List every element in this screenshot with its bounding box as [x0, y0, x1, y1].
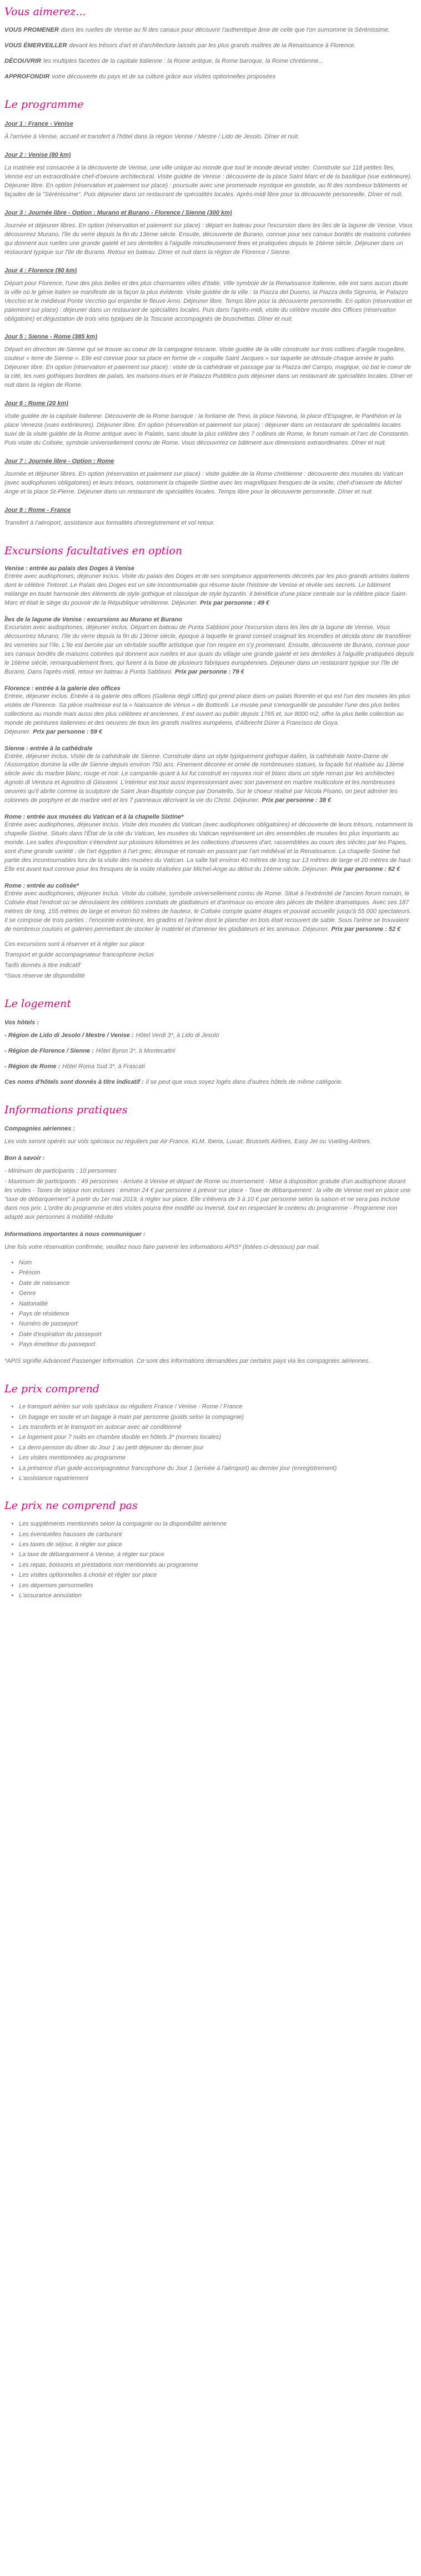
day-heading: Jour 2 : Venise (80 km) [4, 152, 71, 159]
subheading: Compagnies aériennes : [4, 1125, 76, 1132]
lead-label: - Région de Rome : [4, 1063, 61, 1070]
lead-body-text: dans les ruelles de Venise au fil des canaux pour découvrir l'authentique âme de celle que l'on surnomme la Sérénissime. [61, 26, 390, 33]
lead-paragraph [4, 1047, 414, 1056]
list-item: • Genre [19, 1289, 414, 1298]
list-item: • Les dépenses personnelles [19, 1582, 414, 1590]
lead-label: VOUS PROMENER [4, 26, 59, 33]
note-line: - Minimum de participants : 10 personnes [4, 1168, 117, 1175]
excursion-title: Venise : entrée au palais des Doges à Venise [4, 565, 134, 572]
note-line: Tarifs donnés à titre indicatif [4, 962, 81, 969]
excursion-description [4, 692, 414, 737]
paragraph: - Maximum de participants : 49 personnes - Arrivée à Venise et départ de Rome ou inversement - Mise à disposition gratuite d'un audiophone durant les visites - Taxes de séjour non incluses : environ 24 € par personne à prévoir sur place - Taxe de débarquement : la ville de Venise met en place une "taxe de débarquement" à partir du 1er mai 2019, à régler sur place. Elle s'élèvera de 3 à 10 € par personne selon la saison et ne sera pas incluse dans nos prix. L'ordre du programme et des visites pourra être modifié ou inversé, tout en respectant le contenu du programme - Programme non adapté aux personnes à mobilité réduite [4, 1178, 411, 1221]
excursion-title: Sienne : entrée à la cathédrale [4, 745, 93, 752]
lead-label: Ces noms d'hôtels sont donnés à titre indicatif : [4, 1078, 144, 1085]
paragraph: Les vols seront opérés sur vols spéciaux ou réguliers par Air France, KLM, Iberia, Luxair, Brussels Airlines, Easy Jet ou Vueling Airlines. [4, 1138, 372, 1145]
subheading: Informations importantes à nous communiquer : [4, 1231, 146, 1238]
day-heading: Jour 8 : Rome - France [4, 506, 71, 514]
list-item: • Les visites mentionnées au programme [19, 1454, 414, 1462]
excursion-title: Rome : entrée au colisée* [4, 882, 79, 889]
list-item: • Nom [19, 1259, 414, 1267]
excursion-text: Entrée avec audiophones, déjeuner inclus. Visite du palais des Doges et de ses somptueux appartements décorés par les plus grands artistes italiens dont le célèbre Tintoret. Le Palais des Doges est un site incontournable qui résume toute l'histoire de Venise et révèle ses secrets. Le bâtiment mélange en toute harmonie des éléments de style gothique et classique de style byzantin. Il bénéficie d'une place centrale sur la célèbre place Saint-Marc et était le siège du pouvoir de la République vénitienne. Déjeuner. [4, 573, 410, 607]
list-item: • Pays de résidence [19, 1310, 414, 1318]
excursion-title: Florence : entrée à la galerie des offices [4, 685, 121, 692]
paragraph: Transfert à l'aéroport, assistance aux formalités d'enregistrement et vol retour. [4, 519, 215, 526]
lead-paragraph [4, 42, 414, 51]
paragraph: Journée et déjeuner libres. En option (réservation et paiement sur place) : visite guidée de la Rome chrétienne : découverte des musées du Vatican (avec audiophones obligatoires) et leurs trésors, notamment la chapelle Sixtine avec les magnifiques fresques de la voûte, chef-d'oeuvre de Michel Ange et la place St-Pierre. Déjeuner dans un restaurant de spécialités locales. Temps libre pour la découverte personnelle. Dîner et nuit. [4, 470, 403, 495]
excursion-price: Prix par personne : 79 € [174, 668, 244, 675]
section-title: Le programme [4, 98, 84, 111]
excursion-price: Prix par personne : 49 € [200, 600, 269, 607]
excursion-title: Îles de la lagune de Venise : excursions au Murano et Burano [4, 616, 182, 624]
list-item: • Les visites optionnelles à choisir et régler sur place [19, 1571, 414, 1580]
excursion-text: Entrée, déjeuner inclus. Visite de la cathédrale de Sienne. Construite dans un style typiquement gothique italien, la cathédrale Notre-Dame de l'Assomption domine la ville de Sienne depuis environ 750 ans. Finement décorée et ornée de nombreuses statues, la façade fut réalisée au 13ème siècle avec du marbre blanc, rouge et noir. Le campanile quant à lui fut construit en rayures noir et blanc dans un style roman par les architectes Agnolo di Ventura et Agostino di Giovanni. L'intérieur est tout aussi impressionnant avec son pavement en marbre multicolore et les nombreuses oeuvres qu'il abrite comme la sculpture de Saint Jean-Baptiste conçue par Donatello. Sur le choeur réalisé par Nicola Pisano, on peut admirer les colonnes de porphyre et de marbre vert et les 7 panneaux décrivant la vie du Christ. Déjeuner. [4, 753, 404, 804]
list-item: • Prénom [19, 1269, 414, 1277]
lead-paragraph [4, 1032, 414, 1040]
lead-body-text: les multiples facettes de la capitale italienne : la Rome antique, la Rome baroque, la Rome chrétienne... [43, 57, 324, 64]
list-item: • Pays émetteur du passeport [19, 1341, 414, 1349]
excursion-description [4, 572, 414, 608]
note-line: *Sous réserve de disponibilité [4, 973, 85, 980]
subheading: Bon à savoir : [4, 1155, 45, 1162]
paragraph: Une fois votre réservation confirmée, veuillez nous faire parvenir les informations APIS* (listées ci-dessous) par mail. [4, 1244, 320, 1251]
excursion-text: Entrée avec audiophones, déjeuner inclus. Visite du colisée, symbole universellement connu de Rome. Situé à l'extrémité de l'ancien forum romain, le Colisée était l'endroit où se déroulaient les célèbres combats de gladiateurs et d'animaux ou encore des pièces de théâtre dramatiques. Avec ses 187 mètres de long, 155 mètres de large et environ 50 mètres de hauteur, le Colisée compte quatre étages et pouvait accueillir jusqu'à 55 000 spectateurs. Il se compose de trois parties : l'enceinte extérieure, les gradins et l'arène dont le plancher en bois était recouvert de sable. Sous l'arène se trouvaient de nombreux couloirs et galeries permettant de stocker le matériel et d'amener les gladiateurs et les animaux. Déjeuner. [4, 890, 412, 933]
paragraph: Départ en direction de Sienne qui se trouve au coeur de la campagne toscane. Visite guidée de la ville construite sur trois collines d'argile rougeâtre, couleur « terre de Sienne ». Elle est connue pour sa place en forme de « coquille Saint Jacques » sur laquelle se déroule chaque année le palio. Déjeuner libre. En option (réservation et paiement sur place) : visite de la cathédrale et passage par la Piazza del Campo, magique, où bat le coeur de la cité, les rues gothiques bordées de palais, les maisons-tours et le Palazzo Pubblico puis déjeuner dans un restaurant de spécialités locales. Dîner et nuit dans la région de Rome. [4, 346, 412, 389]
day-heading: Jour 7 : Journée libre - Option : Rome [4, 457, 114, 465]
excursion-description [4, 821, 414, 874]
excursion-price: Prix par personne : 52 € [331, 925, 401, 933]
lead-body-text: il se peut que vous soyez logés dans d'autres hôtels de même catégorie. [146, 1078, 343, 1085]
day-heading: Jour 1 : France - Venise [4, 121, 73, 128]
section-title: Le prix comprend [4, 1382, 99, 1395]
lead-label: - Région de Florence / Sienne : [4, 1047, 94, 1054]
excursion-description [4, 890, 414, 934]
lead-label: - Région de Lido di Jesolo / Mestre / Venise : [4, 1032, 134, 1039]
lead-body-text: Hôtel Byron 3*, à Montecatini [96, 1047, 176, 1054]
paragraph: À l'arrivée à Venise, accueil et transfert à l'hôtel dans la région Venise / Mestre / Lido de Jesolo. Dîner et nuit. [4, 133, 300, 141]
lead-label: VOUS ÉMERVEILLER [4, 42, 67, 49]
list-item: • Les transferts et le transport en autocar avec air conditionné [19, 1423, 414, 1432]
list-item: • Les éventuelles hausses de carburant [19, 1531, 414, 1539]
excursion-price: Prix par personne : 62 € [330, 865, 400, 873]
paragraph: *APIS signifie Advanced Passenger Information. Ce sont des informations demandées par certains pays via les compagnies aériennes. [4, 1357, 370, 1364]
paragraph: Visite guidée de la capitale italienne. Découverte de la Rome baroque : la fontaine de Trevi, la place Navona, la place d'Espagne, le Panthéon et la place Venezia (vues extérieures). Déjeuner libre. En option (réservation et paiement sur place) : déjeuner dans un restaurant de spécialités locales suivi de la visite guidée de la Rome antique avec le Palatin, sans doute la plus célèbre des 7 collines de Rome, le forum romain et l'arc de Constantin. Puis visite du Colisée, symbole universellement connu de Rome. Vous découvrirez ce bâtiment aux dimensions extraordinaires. Dîner et nuit. [4, 413, 410, 446]
note-line: Transport et guide accompagnateur francophone inclus [4, 951, 154, 959]
section-title: Le logement [4, 998, 71, 1010]
excursion-price: Prix par personne : 59 € [33, 728, 103, 735]
lead-paragraph [4, 57, 414, 66]
lead-body-text: devant les trésors d'art et d'architecture laissés par les plus grands maîtres de la Renaissance à Florence. [69, 42, 356, 49]
lead-label: APPROFONDIR [4, 73, 50, 80]
list-item: • Nationalité [19, 1300, 414, 1308]
list-item: • Date de naissance [19, 1279, 414, 1288]
list-item: • Numéro de passeport [19, 1320, 414, 1328]
list-item: • L'assurance annulation [19, 1592, 414, 1600]
lead-body-text: Hôtel Verdi 3*, à Lido di Jesolo [136, 1032, 219, 1039]
day-heading: Jour 5 : Sienne - Rome (385 km) [4, 333, 97, 341]
price-excludes-list [4, 1520, 414, 1600]
list-item: • Date d'expiration du passeport [19, 1331, 414, 1339]
lead-paragraph [4, 1063, 414, 1072]
excursion-text: Entrée, déjeuner inclus. Entrée à la galerie des offices (Galleria degli Uffizi) qui prend place dans un palais florentin et qui est l'un des musées les plus visités de Florence. Sa pièce maîtresse est la « Naissance de Vénus » de Botticelli. Le musée peut s'enorgueillir de posséder l'une des plus belles collections au monde mais aussi des plus célèbres et anciennes. Il est ouvert au public depuis 1765 et, sur 8000 m2, offre la plus belle collection au monde de peintures italiennes et des oeuvres de tous les grands maîtres européens, d'Albrecht Dürer à Francisco de Goya. Déjeuner. [4, 692, 410, 735]
lead-paragraph [4, 26, 414, 35]
list-item: • Le logement pour 7 nuits en chambre double en hôtels 3* (normes locales) [19, 1433, 414, 1442]
section-title: Vous aimerez... [4, 6, 86, 18]
excursion-title: Rome : entrée aux musées du Vatican et à la chapelle Sixtine* [4, 814, 184, 821]
day-heading: Jour 4 : Florence (90 km) [4, 267, 77, 274]
excursion-text: Excursion avec audiophones, déjeuner inclus. Départ en bateau de Punta Sabbioni pour l'excursion dans les îles de la lagune de Venise. Vous découvrirez Murano, l'île du verre depuis la fin du 13ème siècle, époque à laquelle le grand conseil craignait les incendies et décida donc de transférer les verreries sur l'île. L'île est bercée par un véritable souffle artistique que l'on respire en s'y promenant. Ensuite, découverte de Burano, connue pour ses canaux bordés de maisons colorées qui donnent aux ruelles et aux quais du village une grande gaieté et ses dentelles à l'aiguille pratiquées depuis le 16ème siècle, remarquablement fines, qui furent à la base de plusieurs fabriques européennes. Déjeuner dans un restaurant typique sur l'île de Burano. Dans l'après-midi, retour en bateau à Punta Sabbioni. [4, 624, 414, 675]
list-item: • La taxe de débarquement à Venise, à régler sur place [19, 1551, 414, 1559]
subheading: Vos hôtels : [4, 1019, 39, 1026]
list-item: • L'assistance rapatriement [19, 1474, 414, 1483]
section-title: Le prix ne comprend pas [4, 1499, 138, 1512]
lead-label: DÉCOUVRIR [4, 57, 42, 64]
excursion-description [4, 753, 414, 806]
excursion-text: Entrée avec audiophones, déjeuner inclus. Visite des musées du Vatican (avec audiophones obligatoires) et découverte de leurs trésors, notamment la chapelle Sixtine. Situés dans l'État de la cité du Vatican, les musées du Vatican représentent un des ensembles de musées les plus importants au monde. Les salles d'exposition s'étendent sur plusieurs kilomètres et les collections d'oeuvres d'art, rassemblées au cours des siècles par les Papes, sont d'une grande variété : de l'art égyptien à l'art grec, étrusque et romain en passant par l'art médiéval et la Renaissance. La chapelle Sixtine fait partie des incontournables lors de la visite des musées du Vatican. La salle fait environ 40 mètres de long sur 13 mètres de large et 20 mètres de haut. Elle est avant tout connue pour les fresques de la voûte réalisées par Michel-Ange au début du 16ème siècle. Déjeuner. [4, 821, 413, 873]
list-item: • Les repas, boissons et prestations non mentionnés au programme [19, 1561, 414, 1569]
day-heading: Jour 6 : Rome (20 km) [4, 400, 68, 407]
lead-paragraph [4, 73, 414, 82]
list-item: • Les suppléments mentionnés selon la compagnie ou la disponibilité aérienne [19, 1520, 414, 1528]
list-item: • Un bagage en soute et un bagage à main par personne (poids selon la compagnie) [19, 1413, 414, 1422]
list-item: • La demi-pension du dîner du Jour 1 au petit déjeuner du dernier jour [19, 1444, 414, 1452]
paragraph: La matinée est consacrée à la découverte de Venise, une ville unique au monde que tout le monde devrait visiter. Construite sur 118 petites îles, Venise est un extraordinaire chef-d'oeuvre architectural. Visite guidée de Venise : découverte de la place Saint Marc et de la basilique (vue extérieure). Déjeuner libre. En option (réservation et paiement sur place) : poursuite avec une promenade mystique en gondole, au fil des nombreux bâtiments et façades de la "Sérénissime". Puis déjeuner dans un restaurant de spécialités locales. Après-midi libre pour la découverte personnelle. Dîner et nuit. [4, 165, 412, 198]
section-title: Excursions facultatives en option [4, 544, 183, 557]
apis-info-list [4, 1259, 414, 1349]
excursion-description [4, 624, 414, 677]
list-item: • La présence d'un guide-accompagnateur francophone du Jour 1 (arrivée à l'aéroport) au dernier jour (enregistrement) [19, 1464, 414, 1473]
lead-body-text: Hôtel Roma Sud 3*, à Frascati [62, 1063, 145, 1070]
paragraph: Départ pour Florence, l'une des plus belles et des plus charmantes villes d'Italie. Ville symbole de la Renaissance italienne, elle est sans aucun doute la ville où le génie italien se manifeste de la façon la plus évidente. Visite guidée de la ville : la Piazza del Duomo, la Piazza della Signoria, le Palazzo Vecchio et le médiéval Ponte Vecchio qui enjambe le fleuve Arno. Déjeuner libre. Temps libre pour la découverte personnelle. En option (réservation et paiement sur place) : déjeuner dans un restaurant de spécialités locales. Puis dans l'après-midi, visite du célèbre musée des Offices (réservation obligatoire) et dégustation de trois vins typiques de la Toscane accompagnés de bruschettas. Dîner et nuit. [4, 280, 412, 322]
paragraph: Journée et déjeuner libres. En option (réservation et paiement sur place) : départ en bateau pour l'excursion dans les îles de la lagune de Venise. Vous découvrirez Murano, l'île du verre depuis la fin du 13ème siècle. Ensuite, découverte de Burano, connue pour ses canaux bordés de maisons colorées qui donnent aux ruelles une grande gaieté et ses dentelles à l'aiguille minutieusement fines et pratiquées depuis le 16ème siècle. Déjeuner dans un restaurant typique sur l'île de Burano. Retour en bateau. Dîner et nuit dans la région de Florence / Sienne. [4, 222, 413, 256]
excursion-price: Prix par personne : 38 € [262, 797, 332, 804]
note-line: Ces excursions sont à réserver et à régler sur place [4, 941, 144, 948]
list-item: • Le transport aérien sur vols spéciaux ou réguliers France / Venise - Rome / France [19, 1403, 414, 1411]
day-heading: Jour 3 : Journée libre - Option : Murano et Burano - Florence / Sienne (300 km) [4, 210, 232, 217]
list-item: • Les taxes de séjour, à régler sur place [19, 1541, 414, 1549]
lead-body-text: votre découverte du pays et de sa culture grâce aux visites optionnelles proposées [52, 73, 276, 80]
section-title: Informations pratiques [4, 1103, 128, 1116]
price-includes-list [4, 1403, 414, 1483]
lead-paragraph [4, 1078, 414, 1087]
